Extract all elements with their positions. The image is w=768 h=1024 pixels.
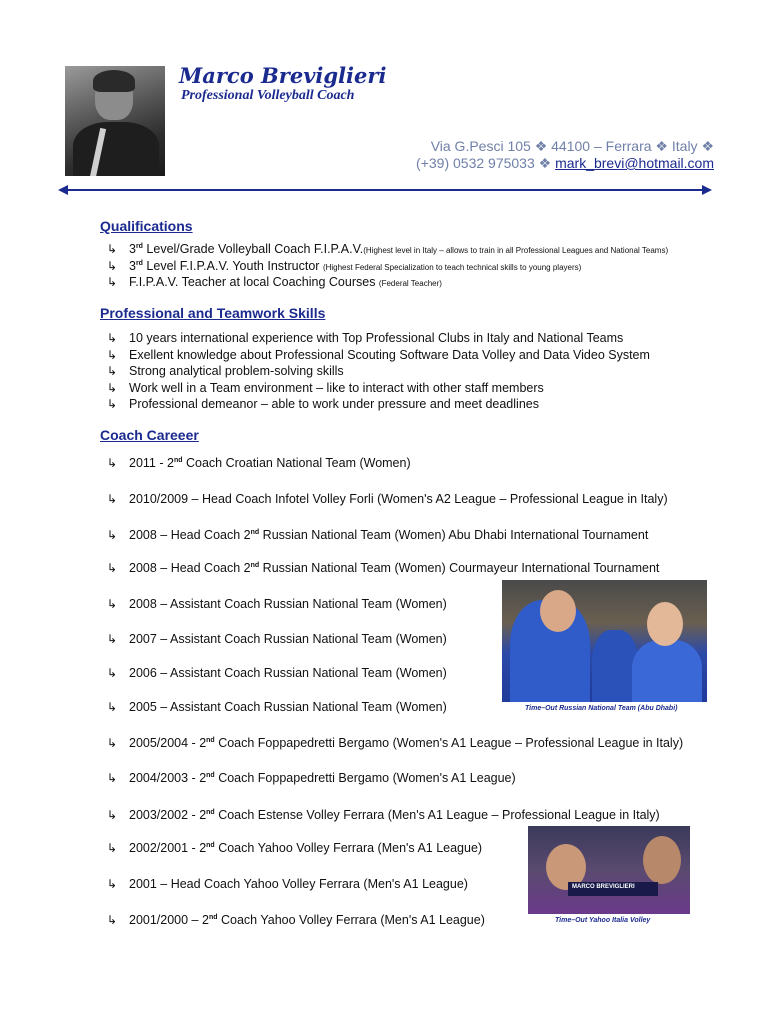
item-text: Exellent knowledge about Professional Scouting Software Data Volley and Data Video System	[129, 348, 650, 362]
item-text: 2010/2009 – Head Coach Infotel Volley Forli (Women's A2 League – Professional League in Italy)	[129, 492, 668, 506]
item-text: Professional demeanor – able to work under pressure and meet deadlines	[129, 397, 539, 411]
career-item	[107, 876, 468, 892]
job-title: Professional Volleyball Coach	[181, 88, 355, 103]
item-text: Coach Croatian National Team (Women)	[182, 456, 411, 470]
hook-arrow-icon: ↳	[107, 331, 118, 345]
item-text: 2008 – Head Coach 2	[129, 528, 251, 542]
career-item	[107, 560, 659, 576]
hook-arrow-icon: ↳	[107, 456, 118, 470]
item-text: 2007 – Assistant Coach Russian National Team (Women)	[129, 632, 447, 646]
email-link[interactable]: mark_brevi@hotmail.com	[555, 155, 714, 171]
item-text: 2001 – Head Coach Yahoo Volley Ferrara (Men's A1 League)	[129, 877, 468, 891]
header-divider	[58, 183, 712, 197]
ordinal-suffix: nd	[206, 736, 215, 744]
career-item	[107, 455, 411, 471]
ordinal-suffix: nd	[173, 456, 183, 464]
hook-arrow-icon: ↳	[107, 808, 118, 822]
career-item	[107, 596, 447, 612]
career-item	[107, 699, 447, 715]
skill-item	[107, 363, 344, 379]
photo-caption: Time–Out Yahoo Italia Volley	[555, 917, 651, 924]
club-timeout-photo	[528, 826, 690, 914]
item-text: 2008 – Head Coach 2	[129, 561, 251, 575]
career-item	[107, 840, 482, 856]
hook-arrow-icon: ↳	[107, 841, 118, 855]
item-text: Strong analytical problem-solving skills	[129, 364, 344, 378]
ordinal-suffix: nd	[250, 561, 260, 569]
hook-arrow-icon: ↳	[107, 528, 118, 542]
hook-arrow-icon: ↳	[107, 364, 118, 378]
ordinal-suffix: nd	[206, 771, 215, 779]
hook-arrow-icon: ↳	[107, 381, 118, 395]
hook-arrow-icon: ↳	[107, 561, 118, 575]
hook-arrow-icon: ↳	[107, 242, 118, 256]
item-text: Level F.I.P.A.V. Youth Instructor	[142, 259, 323, 273]
item-text: Level/Grade Volleyball Coach F.I.P.A.V.	[142, 242, 364, 256]
hook-arrow-icon: ↳	[107, 492, 118, 506]
item-text: 2011 - 2	[129, 456, 174, 470]
skill-item	[107, 330, 623, 346]
item-text: Coach Yahoo Volley Ferrara (Men's A1 League)	[217, 913, 485, 927]
ordinal-suffix: nd	[208, 913, 218, 921]
hook-arrow-icon: ↳	[107, 348, 118, 362]
item-text: 2001/2000 – 2	[129, 913, 209, 927]
item-text: 2008 – Assistant Coach Russian National Team (Women)	[129, 597, 447, 611]
phone-number: (+39) 0532 975033 ❖	[416, 155, 556, 171]
item-text: 2005/2004 - 2	[129, 736, 207, 750]
item-text: 2003/2002 - 2	[129, 808, 207, 822]
photo-overlay-text: MARCO BREVIGLIERI	[572, 884, 635, 890]
skill-item	[107, 347, 650, 363]
skills-heading: Professional and Teamwork Skills	[100, 305, 326, 321]
item-text: Coach Estense Volley Ferrara (Men's A1 League – Professional League in Italy)	[214, 808, 660, 822]
item-text: F.I.P.A.V. Teacher at local Coaching Courses	[129, 275, 379, 289]
contact-line	[416, 155, 714, 172]
item-text: Coach Yahoo Volley Ferrara (Men's A1 League)	[214, 841, 483, 855]
item-text: Work well in a Team environment – like to interact with other staff members	[129, 381, 544, 395]
ordinal-suffix: rd	[135, 242, 143, 250]
item-text: 10 years international experience with Top Professional Clubs in Italy and National Teams	[129, 331, 624, 345]
career-heading: Coach Careeer	[100, 427, 199, 443]
career-item	[107, 912, 485, 928]
team-timeout-photo	[502, 580, 707, 702]
hook-arrow-icon: ↳	[107, 736, 118, 750]
item-text: Russian National Team (Women) Abu Dhabi International Tournament	[259, 528, 649, 542]
career-item	[107, 491, 668, 507]
career-item	[107, 631, 447, 647]
item-note: (Federal Teacher)	[378, 279, 442, 288]
person-name: Marco Breviglieri	[179, 63, 387, 88]
item-text: Russian National Team (Women) Courmayeur International Tournament	[259, 561, 660, 575]
address-line: Via G.Pesci 105 ❖ 44100 – Ferrara ❖ Italy ❖	[430, 138, 714, 154]
career-item	[107, 770, 516, 786]
item-text: 3	[129, 259, 136, 273]
career-item	[107, 807, 660, 823]
hook-arrow-icon: ↳	[107, 700, 118, 714]
ordinal-suffix: nd	[206, 808, 215, 816]
hook-arrow-icon: ↳	[107, 597, 118, 611]
qualification-item	[107, 241, 668, 259]
ordinal-suffix: rd	[135, 259, 143, 267]
hook-arrow-icon: ↳	[107, 666, 118, 680]
skill-item	[107, 396, 539, 412]
hook-arrow-icon: ↳	[107, 771, 118, 785]
skill-item	[107, 380, 544, 396]
item-note: (Highest Federal Specialization to teach technical skills to young players)	[322, 263, 582, 272]
hook-arrow-icon: ↳	[107, 632, 118, 646]
hook-arrow-icon: ↳	[107, 877, 118, 891]
ordinal-suffix: nd	[250, 528, 260, 536]
item-text: Coach Foppapedretti Bergamo (Women's A1 League – Professional League in Italy)	[214, 736, 684, 750]
hook-arrow-icon: ↳	[107, 913, 118, 927]
qualifications-heading: Qualifications	[100, 218, 193, 234]
item-text: Coach Foppapedretti Bergamo (Women's A1 League)	[214, 771, 516, 785]
career-item	[107, 665, 447, 681]
item-note: (Highest level in Italy – allows to train in all Professional Leagues and National Teams)	[363, 246, 669, 255]
item-text: 2002/2001 - 2	[129, 841, 207, 855]
item-text: 3	[129, 242, 136, 256]
item-text: 2005 – Assistant Coach Russian National Team (Women)	[129, 700, 447, 714]
ordinal-suffix: nd	[206, 841, 215, 849]
hook-arrow-icon: ↳	[107, 275, 118, 289]
qualification-item	[107, 274, 442, 292]
hook-arrow-icon: ↳	[107, 259, 118, 273]
item-text: 2006 – Assistant Coach Russian National Team (Women)	[129, 666, 447, 680]
career-item	[107, 527, 648, 543]
item-text: 2004/2003 - 2	[129, 771, 207, 785]
portrait-photo	[65, 66, 165, 176]
photo-caption: Time–Out Russian National Team (Abu Dhabi)	[525, 705, 678, 712]
hook-arrow-icon: ↳	[107, 397, 118, 411]
career-item	[107, 735, 683, 751]
